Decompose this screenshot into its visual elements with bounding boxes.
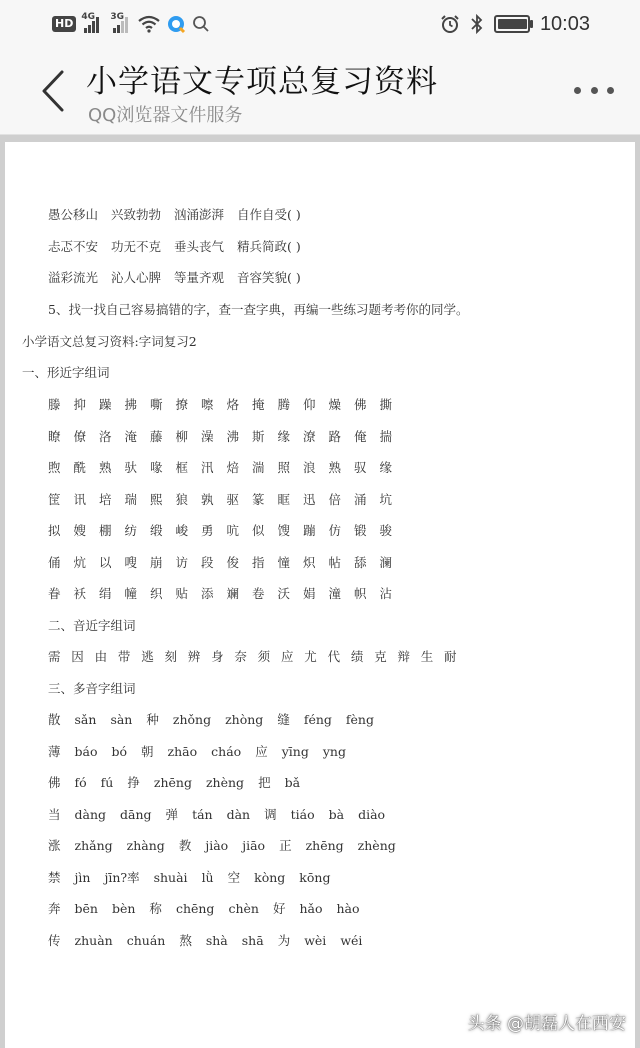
pinyin-row-2: 薄 báo bó 朝 zhāo cháo 应 yīng yng (48, 744, 346, 759)
idiom: 汹涌澎湃 (174, 207, 225, 222)
status-left-icons (52, 12, 210, 36)
back-button[interactable] (36, 68, 76, 114)
idiom: 精兵简政( ) (237, 239, 301, 254)
signal-label-secondary: 3G (110, 12, 124, 22)
app-header (0, 48, 640, 135)
document-viewer[interactable] (0, 135, 640, 1048)
pinyin-row-4: 当 dàng dāng 弹 tán dàn 调 tiáo bà diào (48, 807, 386, 822)
signal-label: 4G (81, 12, 95, 22)
chars-row-8: 需 因 由 带 逃 刻 辨 身 奈 须 应 尤 代 绩 克 辩 生 耐 (48, 649, 457, 664)
battery-icon (494, 15, 530, 33)
search-icon (192, 15, 210, 33)
pinyin-row-6: 禁 jìn jīn?率 shuài lǜ 空 kòng kōng (48, 870, 331, 885)
page-subtitle: QQ浏览器文件服务 (88, 105, 243, 126)
document-page (5, 142, 635, 1048)
idiom: 功无不克 (111, 239, 162, 254)
pinyin-row-7: 奔 bēn bèn 称 chēng chèn 好 hǎo hào (48, 901, 360, 916)
idiom: 自作自受( ) (237, 207, 301, 222)
author-watermark: 头条 @胡磊人在西安 (467, 1014, 626, 1034)
idiom: 等量齐观 (174, 270, 225, 285)
more-button[interactable] (574, 78, 614, 102)
back-arrow-icon (36, 68, 76, 114)
signal-icon-secondary (110, 12, 128, 33)
idioms-row-2 (48, 237, 314, 257)
task-5-text: 5、找一找自己容易搞错的字，查一查字典，再编一些练习题考考你的同学。 (48, 302, 469, 317)
chars-row-4: 筐 讯 培 瑞 熙 狼 孰 驱 篆 眶 迅 倍 涌 坑 (48, 492, 393, 507)
hd-icon: HD (52, 16, 76, 32)
chars-row-2: 瞭 僚 洛 淹 藤 柳 澡 沸 斯 缘 潦 路 俺 揣 (48, 429, 393, 444)
pinyin-row-1: 散 sǎn sàn 种 zhǒng zhòng 缝 féng fèng (48, 712, 374, 727)
idioms-row-1 (48, 205, 314, 225)
chars-row-6: 俑 炕 以 嗖 崩 访 段 俊 指 憧 炽 帖 舔 澜 (48, 555, 393, 570)
idiom: 沁人心脾 (111, 270, 162, 285)
heading-similar-sound: 二、音近字组词 (48, 618, 136, 633)
idiom: 溢彩流光 (48, 270, 99, 285)
idiom: 兴致勃勃 (111, 207, 162, 222)
chars-row-3: 煦 酰 熟 驮 喙 框 汛 焙 湍 照 浪 熟 驭 缘 (48, 460, 393, 475)
heading-polyphones: 三、多音字组词 (48, 681, 136, 696)
chars-row-7: 眷 袄 绢 幢 织 贴 添 斓 卷 沃 娟 潼 帜 沾 (48, 586, 393, 601)
page-title: 小学语文专项总复习资料 (86, 64, 438, 100)
idioms-row-3 (48, 268, 314, 288)
chars-row-1: 滕 抑 躁 拂 嘶 撩 嚓 烙 掩 腾 仰 燥 佛 撕 (48, 397, 393, 412)
status-time: 10:03 (539, 12, 590, 35)
signal-icon (81, 12, 99, 33)
idiom: 愚公移山 (48, 207, 99, 222)
alarm-icon (440, 14, 460, 34)
idiom: 垂头丧气 (174, 239, 225, 254)
idiom: 音容笑貌( ) (237, 270, 301, 285)
section-title: 小学语文总复习资料:字词复习2 (22, 334, 197, 349)
heading-similar-chars: 一、形近字组词 (22, 365, 110, 380)
more-icon (574, 87, 581, 94)
status-bar (0, 0, 640, 48)
chars-row-5: 拟 嫂 棚 纺 缎 峻 勇 吭 似 馊 蹦 仿 锻 骏 (48, 523, 393, 538)
battery-fill (498, 19, 527, 29)
wifi-icon (138, 15, 160, 33)
pinyin-row-3: 佛 fó fú 挣 zhēng zhèng 把 bǎ (48, 775, 301, 790)
pinyin-row-8: 传 zhuàn chuán 熬 shà shā 为 wèi wéi (48, 933, 363, 948)
status-right-icons (440, 10, 590, 38)
bluetooth-icon (470, 13, 484, 35)
idiom: 忐忑不安 (48, 239, 99, 254)
pinyin-row-5: 涨 zhǎng zhàng 教 jiào jiāo 正 zhēng zhèng (48, 838, 396, 853)
browser-icon (166, 14, 186, 34)
